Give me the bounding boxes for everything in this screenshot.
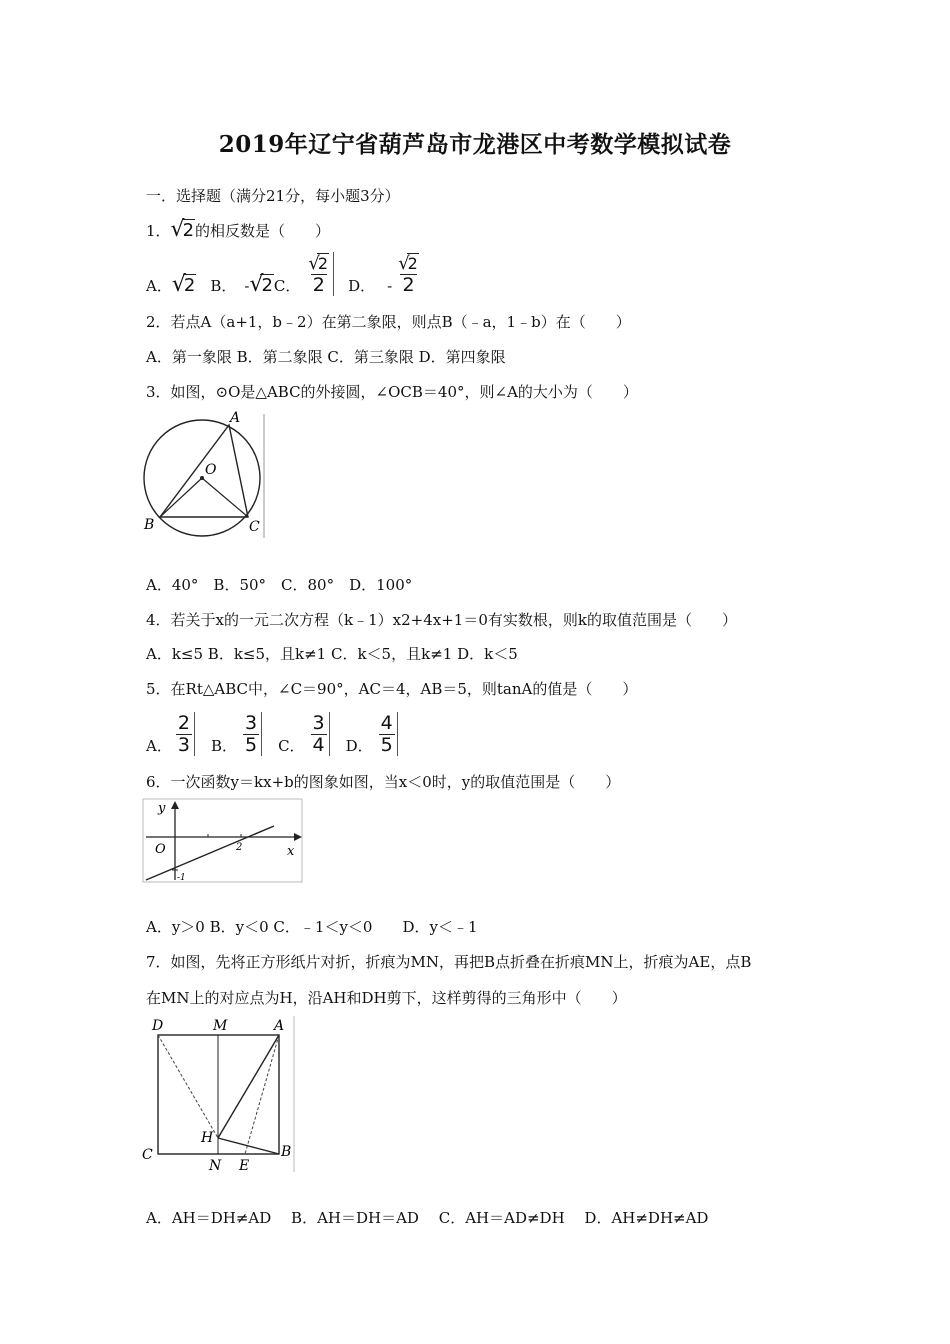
- question-2-stem: 2．若点A（a+1，b﹣2）在第二象限，则点B（﹣a，1﹣b）在（ ）: [146, 313, 631, 331]
- fraction-border: [194, 712, 195, 756]
- question-6-stem: 6．一次函数y＝kx+b的图象如图，当x＜0时，y的取值范围是（ ）: [146, 773, 621, 791]
- question-4-stem: 4．若关于x的一元二次方程（k﹣1）x2+4x+1＝0有实数根，则k的取值范围是（ ）: [146, 611, 737, 629]
- question-7-stem-line-1: 7．如图，先将正方形纸片对折，折痕为MN，再把B点折叠在折痕MN上，折痕为AE，点B: [146, 953, 752, 971]
- fraction-border: [329, 712, 330, 756]
- label-c: C: [249, 519, 260, 535]
- option-c-fraction: [311, 713, 327, 756]
- label-o: O: [205, 462, 217, 478]
- folded-square-figure: [140, 1014, 298, 1176]
- option-d-label: D．: [348, 277, 376, 295]
- question-5-options: [146, 708, 398, 756]
- question-7-options: A．AH＝DH≠AD B．AH＝DH＝AD C．AH＝AD≠DH D．AH≠DH≠AD: [146, 1209, 709, 1227]
- option-b-radicand: 2: [261, 275, 273, 296]
- question-1-options: [146, 250, 421, 296]
- option-d-fraction: [379, 713, 395, 756]
- page-title: 2019年辽宁省葫芦岛市龙港区中考数学模拟试卷: [218, 131, 732, 158]
- fraction-border: [261, 712, 262, 756]
- numerator: 3: [312, 712, 325, 734]
- question-7-stem-line-2: 在MN上的对应点为H，沿AH和DH剪下，这样剪得的三角形中（ ）: [146, 989, 627, 1007]
- sqrt-expression: √2: [170, 217, 195, 242]
- question-6-options: A．y＞0 B．y＜0 C．﹣1＜y＜0 D．y＜﹣1: [146, 918, 478, 936]
- option-a-label: A．: [146, 277, 172, 295]
- label-neg1: -1: [177, 873, 186, 883]
- dashed-ae: [245, 1035, 279, 1154]
- option-d-radicand: 2: [407, 254, 418, 273]
- option-c-radicand: 2: [317, 254, 329, 273]
- option-b-label: B．: [210, 277, 237, 295]
- segment-hb: [218, 1138, 279, 1154]
- center-point: [200, 476, 204, 480]
- question-1-number: 1．: [146, 222, 171, 240]
- question-1-text: 的相反数是（ ）: [195, 222, 331, 240]
- segment-ah: [218, 1035, 279, 1138]
- label-d: D: [152, 1018, 164, 1034]
- label-x: x: [287, 844, 295, 859]
- option-c-denominator: 2: [312, 274, 325, 296]
- label-origin: O: [155, 842, 166, 857]
- denominator: 4: [312, 734, 325, 756]
- denominator: 3: [177, 734, 190, 756]
- option-d-denominator: 2: [402, 274, 415, 296]
- question-2-options: A．第一象限 B．第二象限 C．第三象限 D．第四象限: [146, 348, 506, 366]
- graph-frame: [143, 799, 302, 882]
- option-d-minus: -: [387, 277, 393, 295]
- sqrt-radicand: 2: [182, 220, 195, 241]
- option-a-radicand: 2: [183, 275, 196, 296]
- denominator: 5: [380, 734, 393, 756]
- label-b: B: [144, 517, 155, 533]
- option-b-sqrt: √2: [249, 272, 273, 297]
- fraction-border: [397, 712, 398, 756]
- linear-function-graph: [142, 798, 304, 884]
- label-n: N: [209, 1158, 222, 1174]
- label-e: E: [239, 1158, 250, 1174]
- label-a: A: [274, 1018, 285, 1034]
- segment-ob: [160, 478, 202, 517]
- option-b-label: B．: [210, 737, 237, 755]
- label-a: A: [230, 410, 241, 426]
- question-3-options: A．40° B．50° C．80° D．100°: [146, 576, 413, 594]
- label-c: C: [142, 1147, 153, 1163]
- question-4-options: A．k≤5 B．k≤5，且k≠1 C．k＜5，且k≠1 D．k＜5: [146, 645, 518, 663]
- denominator: 5: [244, 734, 258, 756]
- triangle-abc: [160, 425, 248, 517]
- label-m: M: [213, 1018, 228, 1034]
- label-y: y: [158, 801, 166, 816]
- option-c-label: C．: [278, 737, 305, 755]
- option-a-sqrt: √2: [171, 272, 196, 297]
- fraction-border: [333, 252, 334, 296]
- option-b-minus: -: [244, 277, 250, 295]
- question-3-stem: 3．如图，⊙O是△ABC的外接圆，∠OCB＝40°，则∠A的大小为（ ）: [146, 383, 638, 401]
- numerator: 3: [244, 712, 258, 734]
- numerator: 4: [380, 712, 393, 734]
- option-a-fraction: [176, 713, 192, 756]
- x-axis-arrow: [294, 833, 302, 841]
- circle-triangle-figure: [140, 410, 266, 540]
- question-1-stem: [146, 217, 331, 242]
- section-heading: 一．选择题（满分21分，每小题3分）: [146, 187, 400, 205]
- y-axis-arrow: [171, 801, 179, 809]
- option-c-label: C．: [273, 277, 301, 295]
- option-d-fraction: $\frac{√2}{2}$: [398, 253, 418, 296]
- label-two: 2: [236, 842, 243, 853]
- option-d-label: D．: [345, 737, 373, 755]
- label-h: H: [201, 1130, 214, 1146]
- option-b-fraction: [243, 713, 259, 756]
- numerator: 2: [177, 712, 190, 734]
- question-5-stem: 5．在Rt△ABC中，∠C＝90°，AC＝4，AB＝5，则tanA的值是（ ）: [146, 680, 638, 698]
- dashed-dh: [158, 1035, 218, 1138]
- option-a-label: A．: [146, 737, 172, 755]
- option-c-fraction: $\frac{√2}{2}$: [308, 253, 329, 296]
- label-b: B: [281, 1144, 292, 1160]
